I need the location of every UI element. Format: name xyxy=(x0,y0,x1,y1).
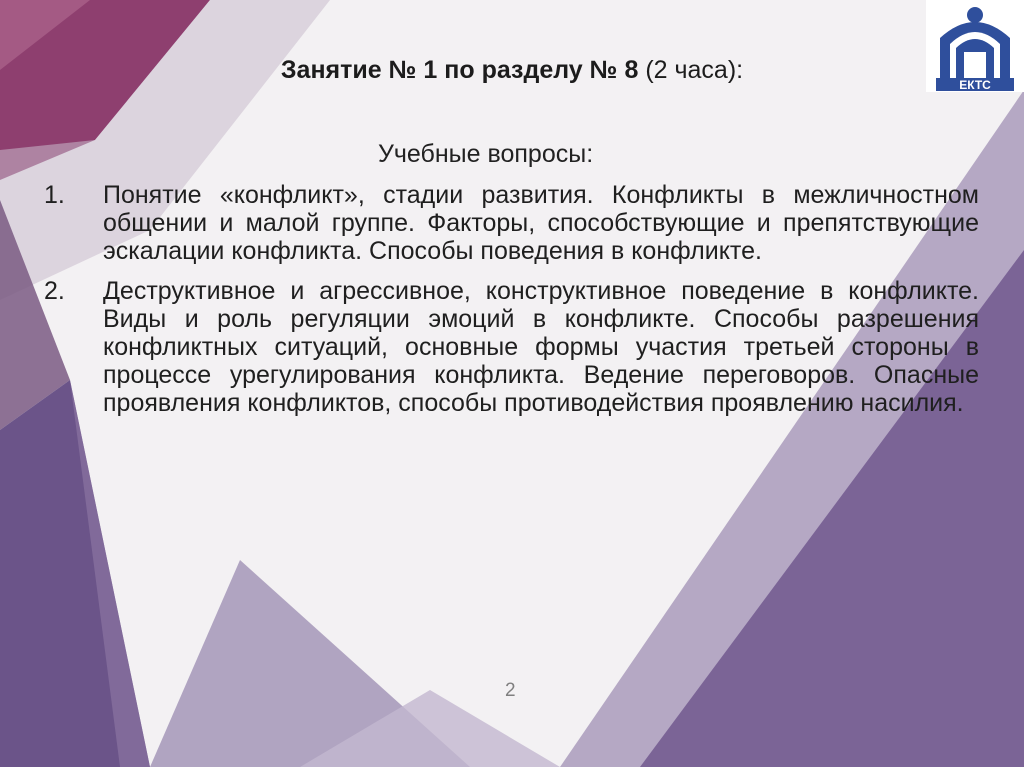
question-number-2: 2. xyxy=(44,277,65,305)
question-item-1 xyxy=(44,181,979,265)
question-text-1: Понятие «конфликт», стадии развития. Конфликты в межличностном общении и малой группе. Факторы, способствующие и препятствующие эскалации конфликта. Способы поведения в конфликте. xyxy=(103,181,979,265)
questions-list xyxy=(44,181,979,429)
question-text-2: Деструктивное и агрессивное, конструктивное поведение в конфликте. Виды и роль регуляции эмоций в конфликте. Способы разрешения конфликтных ситуаций, основные формы участия третьей стороны в процессе урегулирования конфликта. Ведение переговоров. Опасные проявления конфликтов, способы противодействия проявлению насилия. xyxy=(103,277,979,417)
question-item-2 xyxy=(44,277,979,417)
question-number-1: 1. xyxy=(44,181,65,209)
slide-title-bold: Занятие № 1 по разделу № 8 xyxy=(280,56,639,84)
logo-text: ЕКТС xyxy=(959,78,991,92)
slide-subtitle: Учебные вопросы: xyxy=(378,140,594,168)
page-number: 2 xyxy=(505,680,516,701)
slide-title xyxy=(0,56,1024,85)
slide-title-rest: (2 часа): xyxy=(638,56,744,84)
